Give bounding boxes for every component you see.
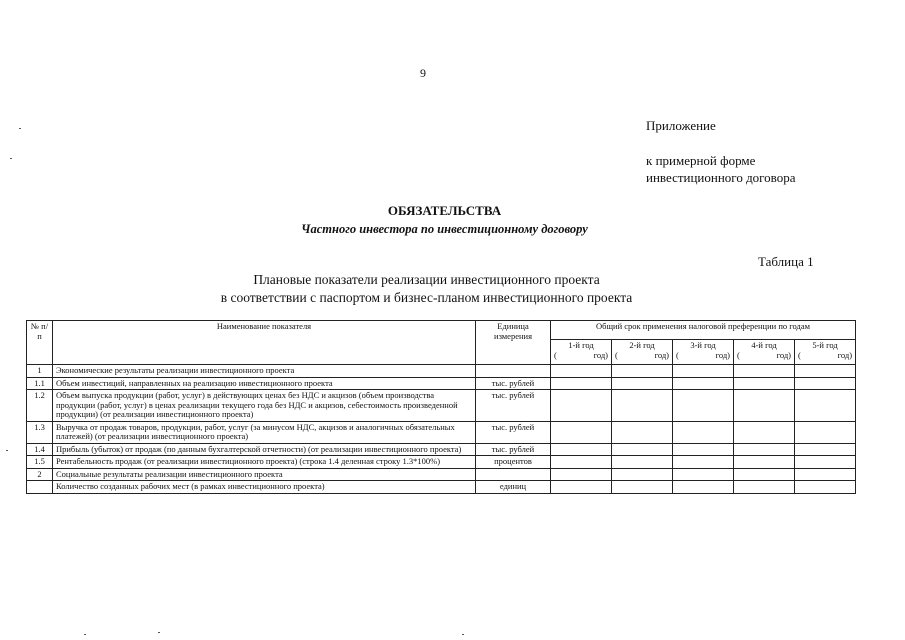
scan-speck [19, 128, 21, 129]
year-header-5 [795, 340, 856, 365]
year-value-cell [612, 456, 673, 469]
document-subtitle: Частного инвестора по инвестиционному договору [301, 222, 588, 236]
indicators-table [26, 320, 856, 494]
table-row [27, 456, 856, 469]
year-value-cell [673, 421, 734, 443]
year-value-cell [612, 421, 673, 443]
year-value-cell [612, 468, 673, 481]
year-label: 2-й год [629, 340, 655, 350]
header-unit: Единица измерения [476, 321, 551, 365]
table-row [27, 481, 856, 494]
row-number: 1.1 [27, 377, 53, 390]
year-blank [798, 351, 852, 361]
year-value-cell [795, 365, 856, 378]
header-name: Наименование показателя [53, 321, 476, 365]
row-unit: тыс. рублей [476, 421, 551, 443]
year-label: 3-й год [690, 340, 716, 350]
year-blank [737, 351, 791, 361]
row-number [27, 481, 53, 494]
year-value-cell [551, 421, 612, 443]
year-header-2 [612, 340, 673, 365]
year-value-cell [551, 456, 612, 469]
year-value-cell [551, 443, 612, 456]
row-unit [476, 468, 551, 481]
table-label: Таблица 1 [758, 254, 814, 269]
year-value-cell [734, 421, 795, 443]
year-label: 5-й год [812, 340, 838, 350]
year-value-cell [795, 421, 856, 443]
row-number: 1.5 [27, 456, 53, 469]
year-open-paren: ( [676, 349, 679, 360]
year-blank [554, 351, 608, 361]
page-number: 9 [420, 66, 426, 80]
table-row [27, 468, 856, 481]
year-value-cell [551, 468, 612, 481]
table-row [27, 390, 856, 422]
year-label: 4-й год [751, 340, 777, 350]
year-header-3 [673, 340, 734, 365]
year-value-cell [795, 390, 856, 422]
row-unit: тыс. рублей [476, 390, 551, 422]
year-value-cell [673, 390, 734, 422]
year-close: год) [593, 349, 608, 360]
table-row [27, 421, 856, 443]
year-value-cell [795, 456, 856, 469]
table-caption-line2: в соответствии с паспортом и бизнес-планом инвестиционного проекта [220, 290, 633, 305]
row-number: 1 [27, 365, 53, 378]
year-value-cell [795, 443, 856, 456]
row-indicator-name: Прибыль (убыток) от продаж (по данным бухгалтерской отчетности) (от реализации инвестиционного проекта) [53, 443, 476, 456]
year-header-4 [734, 340, 795, 365]
table-caption-line1: Плановые показатели реализации инвестиционного проекта [253, 272, 600, 287]
year-value-cell [734, 456, 795, 469]
year-value-cell [673, 481, 734, 494]
year-value-cell [795, 377, 856, 390]
row-number: 1.3 [27, 421, 53, 443]
year-value-cell [612, 390, 673, 422]
row-number: 1.4 [27, 443, 53, 456]
year-header-1 [551, 340, 612, 365]
year-value-cell [673, 443, 734, 456]
year-open-paren: ( [615, 349, 618, 360]
year-value-cell [673, 456, 734, 469]
appendix-title: Приложение [646, 118, 716, 133]
header-num: № п/п [27, 321, 53, 365]
year-close: год) [654, 349, 669, 360]
table-header-row [27, 321, 856, 340]
row-unit: тыс. рублей [476, 443, 551, 456]
row-indicator-name: Социальные результаты реализации инвестиционного проекта [53, 468, 476, 481]
row-indicator-name: Объем выпуска продукции (работ, услуг) в действующих ценах без НДС и акцизов (объем производства продукции (работ, услуг) в ценах реализации текущего года без НДС и акцизов, себестоимость произведенной продукции) (от реализации инвестиционного проекта) [53, 390, 476, 422]
scan-speck [462, 634, 464, 635]
year-blank [615, 351, 669, 361]
row-number: 2 [27, 468, 53, 481]
document-title: ОБЯЗАТЕЛЬСТВА [387, 203, 502, 218]
year-value-cell [734, 390, 795, 422]
table-row [27, 365, 856, 378]
table-body [27, 365, 856, 494]
year-label: 1-й год [568, 340, 594, 350]
appendix-line-form: к примерной форме [646, 153, 756, 168]
year-open-paren: ( [798, 349, 801, 360]
year-value-cell [612, 481, 673, 494]
year-value-cell [551, 481, 612, 494]
year-value-cell [612, 365, 673, 378]
header-period: Общий срок применения налоговой преференции по годам [551, 321, 856, 340]
year-value-cell [673, 468, 734, 481]
year-value-cell [795, 468, 856, 481]
scan-speck [84, 634, 86, 635]
year-value-cell [734, 365, 795, 378]
year-value-cell [734, 377, 795, 390]
row-number: 1.2 [27, 390, 53, 422]
year-blank [676, 351, 730, 361]
year-value-cell [612, 377, 673, 390]
row-indicator-name: Рентабельность продаж (от реализации инвестиционного проекта) (строка 1.4 деленная строку 1.3*100%) [53, 456, 476, 469]
scan-speck [10, 158, 12, 159]
scan-speck [6, 450, 8, 451]
appendix-line-contract: инвестиционного договора [646, 170, 796, 185]
year-value-cell [551, 377, 612, 390]
year-open-paren: ( [737, 349, 740, 360]
row-indicator-name: Объем инвестиций, направленных на реализацию инвестиционного проекта [53, 377, 476, 390]
year-close: год) [715, 349, 730, 360]
year-value-cell [734, 443, 795, 456]
row-indicator-name: Выручка от продаж товаров, продукции, работ, услуг (за минусом НДС, акцизов и аналогичных обязательных платежей) (от реализации инвестиционного проекта) [53, 421, 476, 443]
year-value-cell [734, 481, 795, 494]
year-value-cell [612, 443, 673, 456]
row-unit [476, 365, 551, 378]
table-row [27, 377, 856, 390]
year-value-cell [551, 390, 612, 422]
row-indicator-name: Количество созданных рабочих мест (в рамках инвестиционного проекта) [53, 481, 476, 494]
year-value-cell [673, 377, 734, 390]
row-unit: тыс. рублей [476, 377, 551, 390]
year-open-paren: ( [554, 349, 557, 360]
year-value-cell [551, 365, 612, 378]
year-value-cell [734, 468, 795, 481]
row-unit: единиц [476, 481, 551, 494]
year-close: год) [776, 349, 791, 360]
table-row [27, 443, 856, 456]
year-close: год) [837, 349, 853, 360]
scan-speck [158, 632, 160, 633]
year-value-cell [795, 481, 856, 494]
year-value-cell [673, 365, 734, 378]
row-indicator-name: Экономические результаты реализации инвестиционного проекта [53, 365, 476, 378]
row-unit: процентов [476, 456, 551, 469]
